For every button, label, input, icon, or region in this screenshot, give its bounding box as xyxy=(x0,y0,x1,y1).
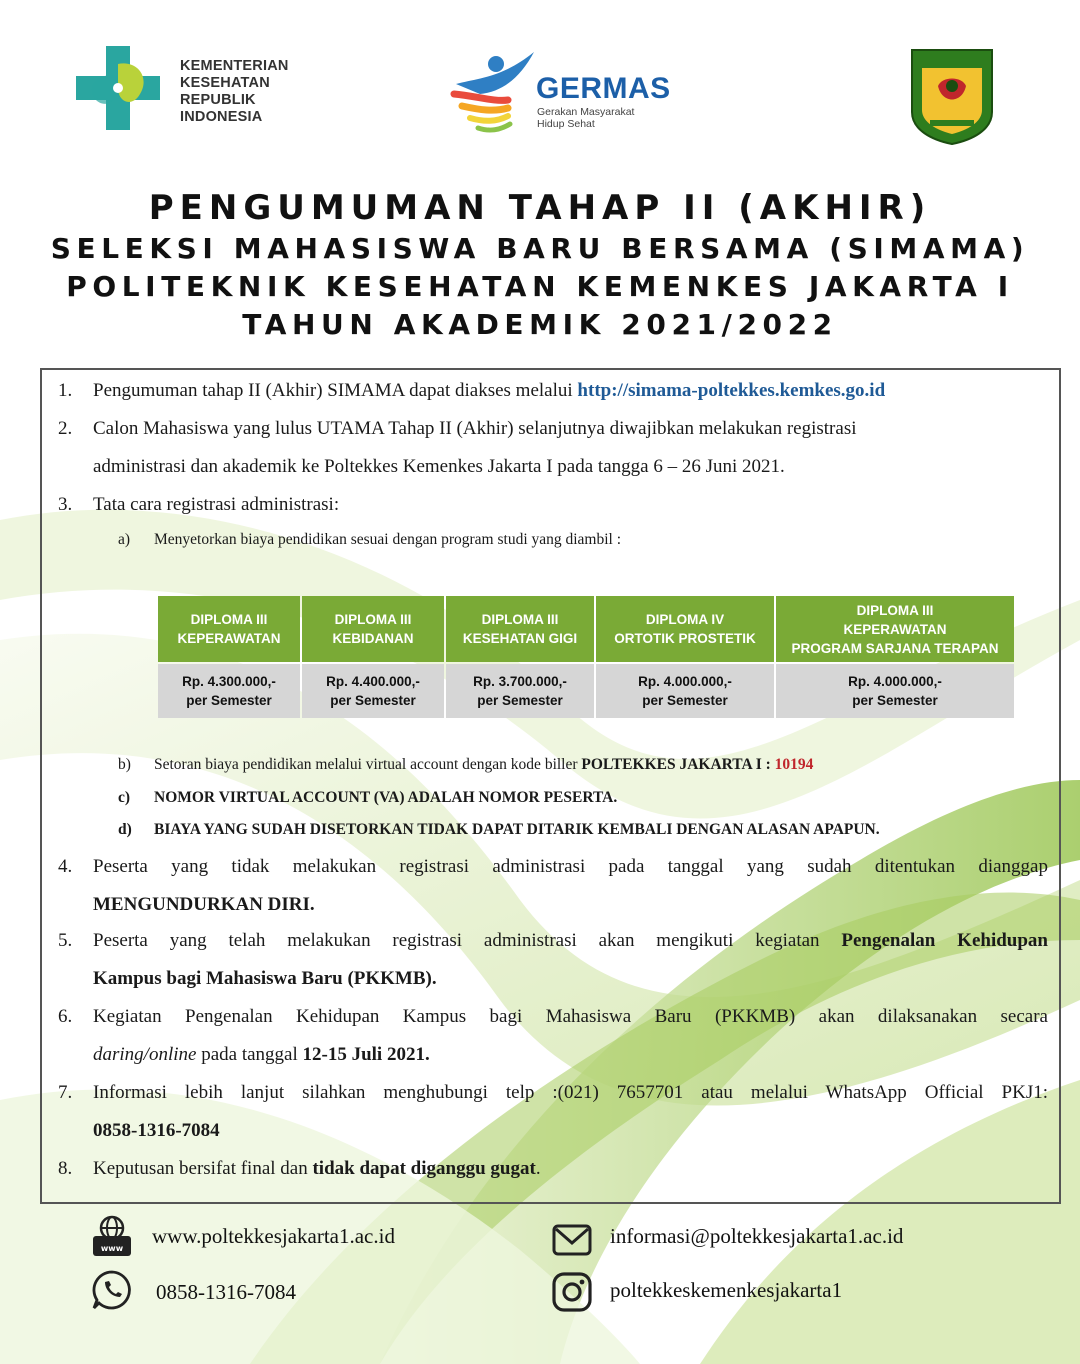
item-text xyxy=(93,922,1048,998)
germas-figure-icon xyxy=(450,48,540,138)
item-text xyxy=(93,998,1048,1074)
email-link[interactable]: informasi@poltekkesjakarta1.ac.id xyxy=(610,1224,904,1248)
item-5-line-1: Peserta yang telah melakukan registrasi administrasi akan mengikuti kegiatan Pengenalan Kehidupan xyxy=(93,930,1049,951)
fee-cell: Rp. 4.000.000,- per Semester xyxy=(596,664,774,718)
item-4-bold: MENGUNDURKAN DIRI. xyxy=(93,894,315,915)
item-text xyxy=(93,848,1048,924)
svg-text:www: www xyxy=(100,1244,124,1253)
whatsapp-icon xyxy=(90,1268,134,1312)
column-header: DIPLOMA III KESEHATAN GIGI xyxy=(446,596,594,662)
sub-text: Menyetorkan biaya pendidikan sesuai dengan program studi yang diambil : xyxy=(154,531,622,548)
germas-title: GERMAS xyxy=(536,72,671,105)
website-icon xyxy=(90,1214,134,1258)
column-header: DIPLOMA IV ORTOTIK PROSTETIK xyxy=(596,596,774,662)
sub-label: a) xyxy=(118,531,131,548)
fee-table-row xyxy=(158,664,1014,718)
item-2-line-1: Calon Mahasiswa yang lulus UTAMA Tahap II (Akhir) selanjutnya diwajibkan melakukan registrasi xyxy=(93,418,857,439)
item-number: 2. xyxy=(58,418,73,439)
list-item-5 xyxy=(42,922,1059,998)
kemenkes-line-2: KESEHATAN xyxy=(180,75,270,91)
germas-sub-line-2: Hidup Sehat xyxy=(537,118,595,130)
biller-name: POLTEKKES JAKARTA I : xyxy=(581,756,775,773)
title-line-1: PENGUMUMAN TAHAP II (AKHIR) xyxy=(148,188,932,228)
sub-label: c) xyxy=(118,789,131,806)
item-text xyxy=(93,372,1048,410)
germas-logo xyxy=(450,48,680,138)
item-text xyxy=(93,1074,1048,1150)
fee-cell: Rp. 4.300.000,- per Semester xyxy=(158,664,300,718)
item-6-line-1: Kegiatan Pengenalan Kehidupan Kampus bagi Mahasiswa Baru (PKKMB) akan dilaksanakan secara xyxy=(93,1006,1048,1027)
poltekkes-shield-icon xyxy=(908,46,996,146)
instagram-icon xyxy=(550,1270,594,1314)
simama-link[interactable]: http://simama-poltekkes.kemkes.go.id xyxy=(577,380,886,401)
list-item-6 xyxy=(42,998,1059,1074)
phone-link[interactable]: 0858-1316-7084 xyxy=(156,1280,296,1304)
title-line-2: SELEKSI MAHASISWA BARU BERSAMA (SIMAMA) xyxy=(50,232,1030,265)
item-number: 7. xyxy=(58,1082,73,1103)
fee-cell: Rp. 4.400.000,- per Semester xyxy=(302,664,444,718)
column-header: DIPLOMA III KEPERAWATAN xyxy=(158,596,300,662)
item-number: 8. xyxy=(58,1158,73,1179)
item-text xyxy=(93,410,1048,486)
item-3-text: Tata cara registrasi administrasi: xyxy=(93,494,340,515)
kemenkes-emblem-icon xyxy=(68,42,168,142)
fee-cell: Rp. 4.000.000,- per Semester xyxy=(776,664,1014,718)
title-line-3: POLITEKNIK KESEHATAN KEMENKES JAKARTA I xyxy=(66,270,1014,303)
sub-text: NOMOR VIRTUAL ACCOUNT (VA) ADALAH NOMOR PESERTA. xyxy=(154,789,618,806)
item-number: 4. xyxy=(58,856,73,877)
kemenkes-wordmark xyxy=(180,58,289,126)
kemenkes-line-4: INDONESIA xyxy=(180,109,263,125)
instagram-link[interactable]: poltekkeskemenkesjakarta1 xyxy=(610,1278,843,1302)
item-number: 1. xyxy=(58,380,73,401)
title-line-4: TAHUN AKADEMIK 2021/2022 xyxy=(242,308,838,341)
email-icon xyxy=(550,1218,594,1262)
item-number: 5. xyxy=(58,930,73,951)
sub-label: b) xyxy=(118,756,131,773)
biller-code: 10194 xyxy=(774,756,814,773)
list-item-4 xyxy=(42,848,1059,924)
fee-cell: Rp. 3.700.000,- per Semester xyxy=(446,664,594,718)
item-number: 3. xyxy=(58,494,73,515)
germas-sub-line-1: Gerakan Masyarakat xyxy=(537,106,635,118)
website-link[interactable]: www.poltekkesjakarta1.ac.id xyxy=(152,1224,395,1248)
fee-table xyxy=(156,594,1016,720)
list-item-7 xyxy=(42,1074,1059,1150)
kemenkes-logo xyxy=(68,42,308,142)
column-header: DIPLOMA III KEBIDANAN xyxy=(302,596,444,662)
item-2-line-2: administrasi dan akademik ke Poltekkes Kemenkes Jakarta I pada tangga 6 – 26 Juni 2021. xyxy=(93,456,785,477)
kemenkes-line-3: REPUBLIK xyxy=(180,92,256,108)
item-5-bold: Kampus bagi Mahasiswa Baru (PKKMB). xyxy=(93,968,437,989)
item-text: Keputusan bersifat final dan tidak dapat diganggu gugat. xyxy=(93,1158,541,1179)
whatsapp-number: 0858-1316-7084 xyxy=(93,1120,220,1141)
item-7-line-1: Informasi lebih lanjut silahkan menghubungi telp :(021) 7657701 atau melalui WhatsApp Official PKJ1: xyxy=(93,1082,1048,1103)
germas-subtitle xyxy=(537,106,634,130)
fee-table-header-row xyxy=(158,596,1014,662)
item-number: 6. xyxy=(58,1006,73,1027)
kemenkes-line-1: KEMENTERIAN xyxy=(180,58,289,74)
list-item-2 xyxy=(42,410,1059,486)
sub-label: d) xyxy=(118,821,132,838)
item-4-line-1: Peserta yang tidak melakukan registrasi administrasi pada tanggal yang sudah ditentukan dianggap xyxy=(93,856,1048,877)
item-1-text: Pengumuman tahap II (Akhir) SIMAMA dapat diakses melalui xyxy=(93,380,578,401)
sub-text: BIAYA YANG SUDAH DISETORKAN TIDAK DAPAT DITARIK KEMBALI DENGAN ALASAN APAPUN. xyxy=(154,821,880,838)
announcement-content-box xyxy=(40,368,1061,1204)
sub-text xyxy=(154,753,1034,777)
announcement-title xyxy=(0,186,1080,344)
column-header: DIPLOMA III KEPERAWATAN PROGRAM SARJANA TERAPAN xyxy=(776,596,1014,662)
sub-b-text: Setoran biaya pendidikan melalui virtual account dengan kode biller xyxy=(154,756,582,773)
item-6-line-2: daring/online pada tanggal 12-15 Juli 2021. xyxy=(93,1044,430,1065)
